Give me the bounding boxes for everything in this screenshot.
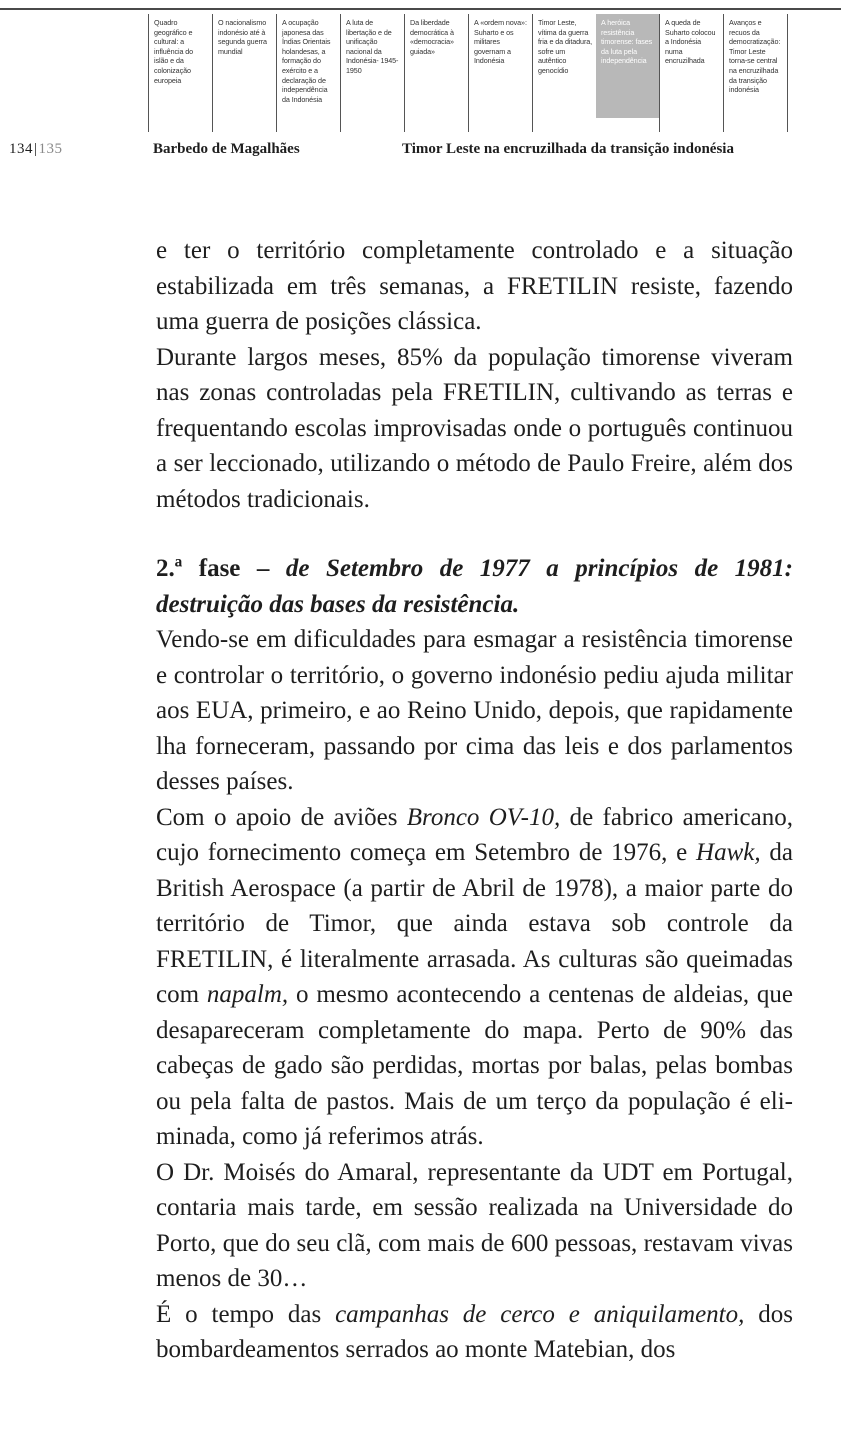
section-heading-number: 2.ª fase – <box>156 555 270 582</box>
chapter-tab[interactable] <box>340 14 404 132</box>
page-number-current: 134 <box>9 141 33 157</box>
chapter-tab[interactable] <box>404 14 468 132</box>
chapter-tab-label: A heróica resistência timorense: fases da luta pela independência <box>601 18 653 66</box>
chapter-navigation <box>148 14 788 132</box>
paragraph: e ter o território completamente controlado e a situação estabilizada em três semanas, a FRETILIN resiste, fazendo uma guerra de posições clássica. <box>156 237 793 335</box>
chapter-tab-label: A queda de Suharto colocou a Indonésia numa encruzilhada <box>665 18 716 66</box>
chapter-tab-label: Avanços e recuos da democratização: Timor Leste torna-se central na encruzilhada da transição indonésia <box>729 18 781 95</box>
paragraph: Vendo-se em dificuldades para esmagar a resistência timorense e controlar o território, o governo indonésio pediu ajuda militar aos EUA, primeiro, e ao Reino Unido, depois, que rapidamente lha forneceram, passando por cima das leis e dos parlamentos desses países. <box>156 626 793 795</box>
section-heading-title: de Setembro de 1977 a princípios de 1981: destruição das bases da resistência. <box>156 555 793 618</box>
paragraph <box>156 1297 793 1368</box>
chapter-tab[interactable] <box>276 14 340 132</box>
chapter-tab-label: Timor Leste, vítima da guerra fria e da ditadura, sofre um autêntico genocídio <box>538 18 593 75</box>
chapter-tab-label: O nacionalismo indonésio até à segunda guerra mundial <box>218 18 267 56</box>
text-run-italic: Bronco OV-10, <box>406 803 561 831</box>
text-run-italic: napalm, <box>206 981 289 1008</box>
text-run: É o tempo das <box>156 1300 336 1328</box>
chapter-tab[interactable] <box>723 14 788 132</box>
chapter-tab-label: Quadro geográfico e cultural: a influência do islão e da colonização europeia <box>154 18 194 85</box>
chapter-tab-label: A «ordem nova»: Suharto e os militares governam a Indonésia <box>474 18 527 66</box>
page-number-separator: | <box>34 141 38 157</box>
chapter-tab[interactable] <box>148 14 212 132</box>
text-run: da British Aerospace (a partir de Abril de 1978), a maior parte do território de Timor, que ainda estava sob controle da FRETILIN, é literalmente arrasada. As culturas são queimadas com <box>156 839 793 1008</box>
paragraph: Durante largos meses, 85% da população timorense viveram nas zonas controladas pela FRETILIN, cultivando as terras e frequentando escolas improvisadas onde o português continuou a ser leccionado, utilizando o método de Paulo Freire, além dos métodos tradicionais. <box>156 343 793 513</box>
chapter-tab-label: A luta de libertação e de unificação nacional da Indonésia- 1945-1950 <box>346 18 399 75</box>
chapter-tab[interactable] <box>212 14 276 132</box>
text-run: o mesmo acontecendo a centenas de aldeias, que desapareceram completamente do mapa. Perto de 90% das cabeças de gado são perdidas, mortas por balas, pelas bombas ou pela falta de pastos. Mais de um terço da população é eliminada, como já referimos atrás. <box>156 981 793 1150</box>
chapter-tab[interactable] <box>468 14 532 132</box>
text-run: de fabrico americano, cujo fornecimento começa em Setembro de 1976, e <box>156 803 793 866</box>
body-text <box>156 233 793 1368</box>
chapter-tab[interactable] <box>659 14 723 132</box>
paragraph <box>156 800 793 1155</box>
paragraph: O Dr. Moisés do Amaral, representante da UDT em Portugal, contaria mais tarde, em sessão realizada na Universidade do Porto, que do seu clã, com mais de 600 pessoas, restavam vivas menos de 30… <box>156 1158 793 1292</box>
chapter-tab-active[interactable] <box>596 14 659 132</box>
chapter-tab-label: A ocupação japonesa das Índias Orientais holandesas, a formação do exército e a declaração de independência da Indonésia <box>282 18 331 104</box>
book-title: Timor Leste na encruzilhada da transição indonésia <box>402 141 734 157</box>
page-number-facing: 135 <box>38 141 63 157</box>
section-heading <box>156 551 793 622</box>
text-run: Com o apoio de aviões <box>156 803 407 831</box>
page-numbers <box>9 141 63 158</box>
text-run-italic: campanhas de cerco e aniquilamento, <box>335 1300 745 1328</box>
text-run-italic: Hawk, <box>696 839 761 866</box>
chapter-tab-label: Da liberdade democrática à «democracia» guiada» <box>410 18 454 56</box>
top-rule <box>0 8 841 10</box>
author-name: Barbedo de Magalhães <box>153 141 300 157</box>
text-run: dos bombardeamentos serrados ao monte Matebian, dos <box>156 1300 793 1363</box>
chapter-tab[interactable] <box>532 14 596 132</box>
running-head <box>0 141 841 165</box>
